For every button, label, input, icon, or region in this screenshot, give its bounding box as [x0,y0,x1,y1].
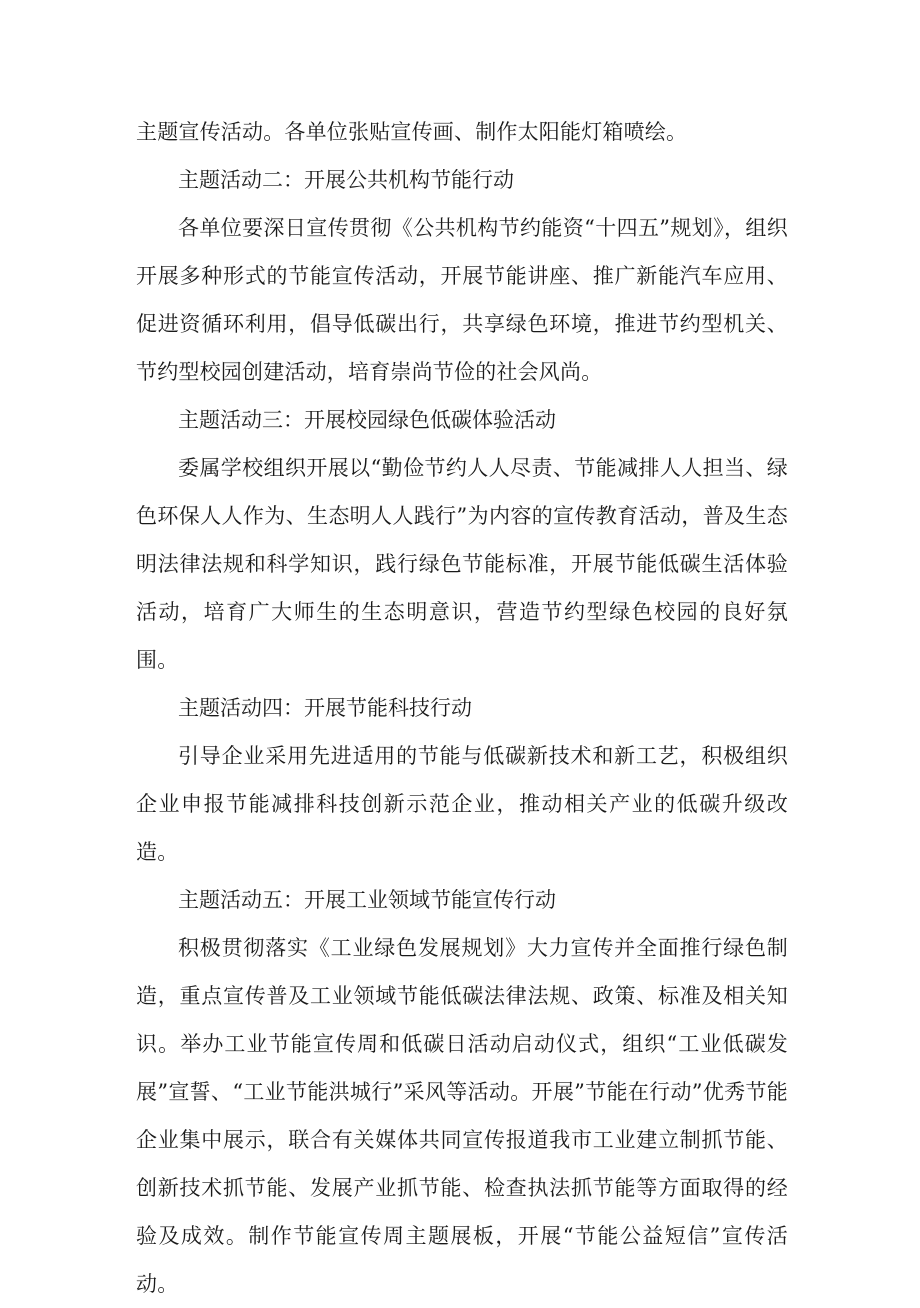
paragraph-campus-green: 委属学校组织开展以“勤俭节约人人尽责、节能减排人人担当、绿色环保人人作为、生态明人人践行”为内容的宣传教育活动，普及生态明法律法规和科学知识，践行绿色节能标准，开展节能低碳生活体验活动，培育广大师生的生态明意识，营造节约型绿色校园的良好氛围。 [136,456,788,672]
section-heading-activity-two: 主题活动二：开展公共机构节能行动 [178,168,514,192]
section-heading-activity-three: 主题活动三：开展校园绿色低碳体验活动 [178,408,556,432]
paragraph-energy-tech: 引导企业采用先进适用的节能与低碳新技术和新工艺，积极组织企业申报节能减排科技创新示范企业，推动相关产业的低碳升级改造。 [136,744,788,864]
paragraph-public-institutions: 各单位要深日宣传贯彻《公共机构节约能资“十四五”规划》，组织开展多种形式的节能宣传活动，开展节能讲座、推广新能汽车应用、促进资循环利用，倡导低碳出行，共享绿色环境，推进节约型机关、节约型校园创建活动，培育崇尚节俭的社会风尚。 [136,216,788,384]
paragraph-continuation: 主题宣传活动。各单位张贴宣传画、制作太阳能灯箱喷绘。 [136,120,688,144]
paragraph-industrial-energy: 积极贯彻落实《工业绿色发展规划》大力宣传并全面推行绿色制造，重点宣传普及工业领域节能低碳法律法规、政策、标准及相关知识。举办工业节能宣传周和低碳日活动启动仪式，组织“工业低碳发展”宣誓、“工业节能洪城行”采风等活动。开展”节能在行动”优秀节能企业集中展示，联合有关媒体共同宣传报道我市工业建立制抓节能、创新技术抓节能、发展产业抓节能、检查执法抓节能等方面取得的经验及成效。制作节能宣传周主题展板，开展“节能公益短信”宣传活动。 [136,936,788,1296]
section-heading-activity-four: 主题活动四：开展节能科技行动 [178,696,472,720]
document-body [136,108,788,1308]
section-heading-activity-five: 主题活动五：开展工业领域节能宣传行动 [178,888,556,912]
